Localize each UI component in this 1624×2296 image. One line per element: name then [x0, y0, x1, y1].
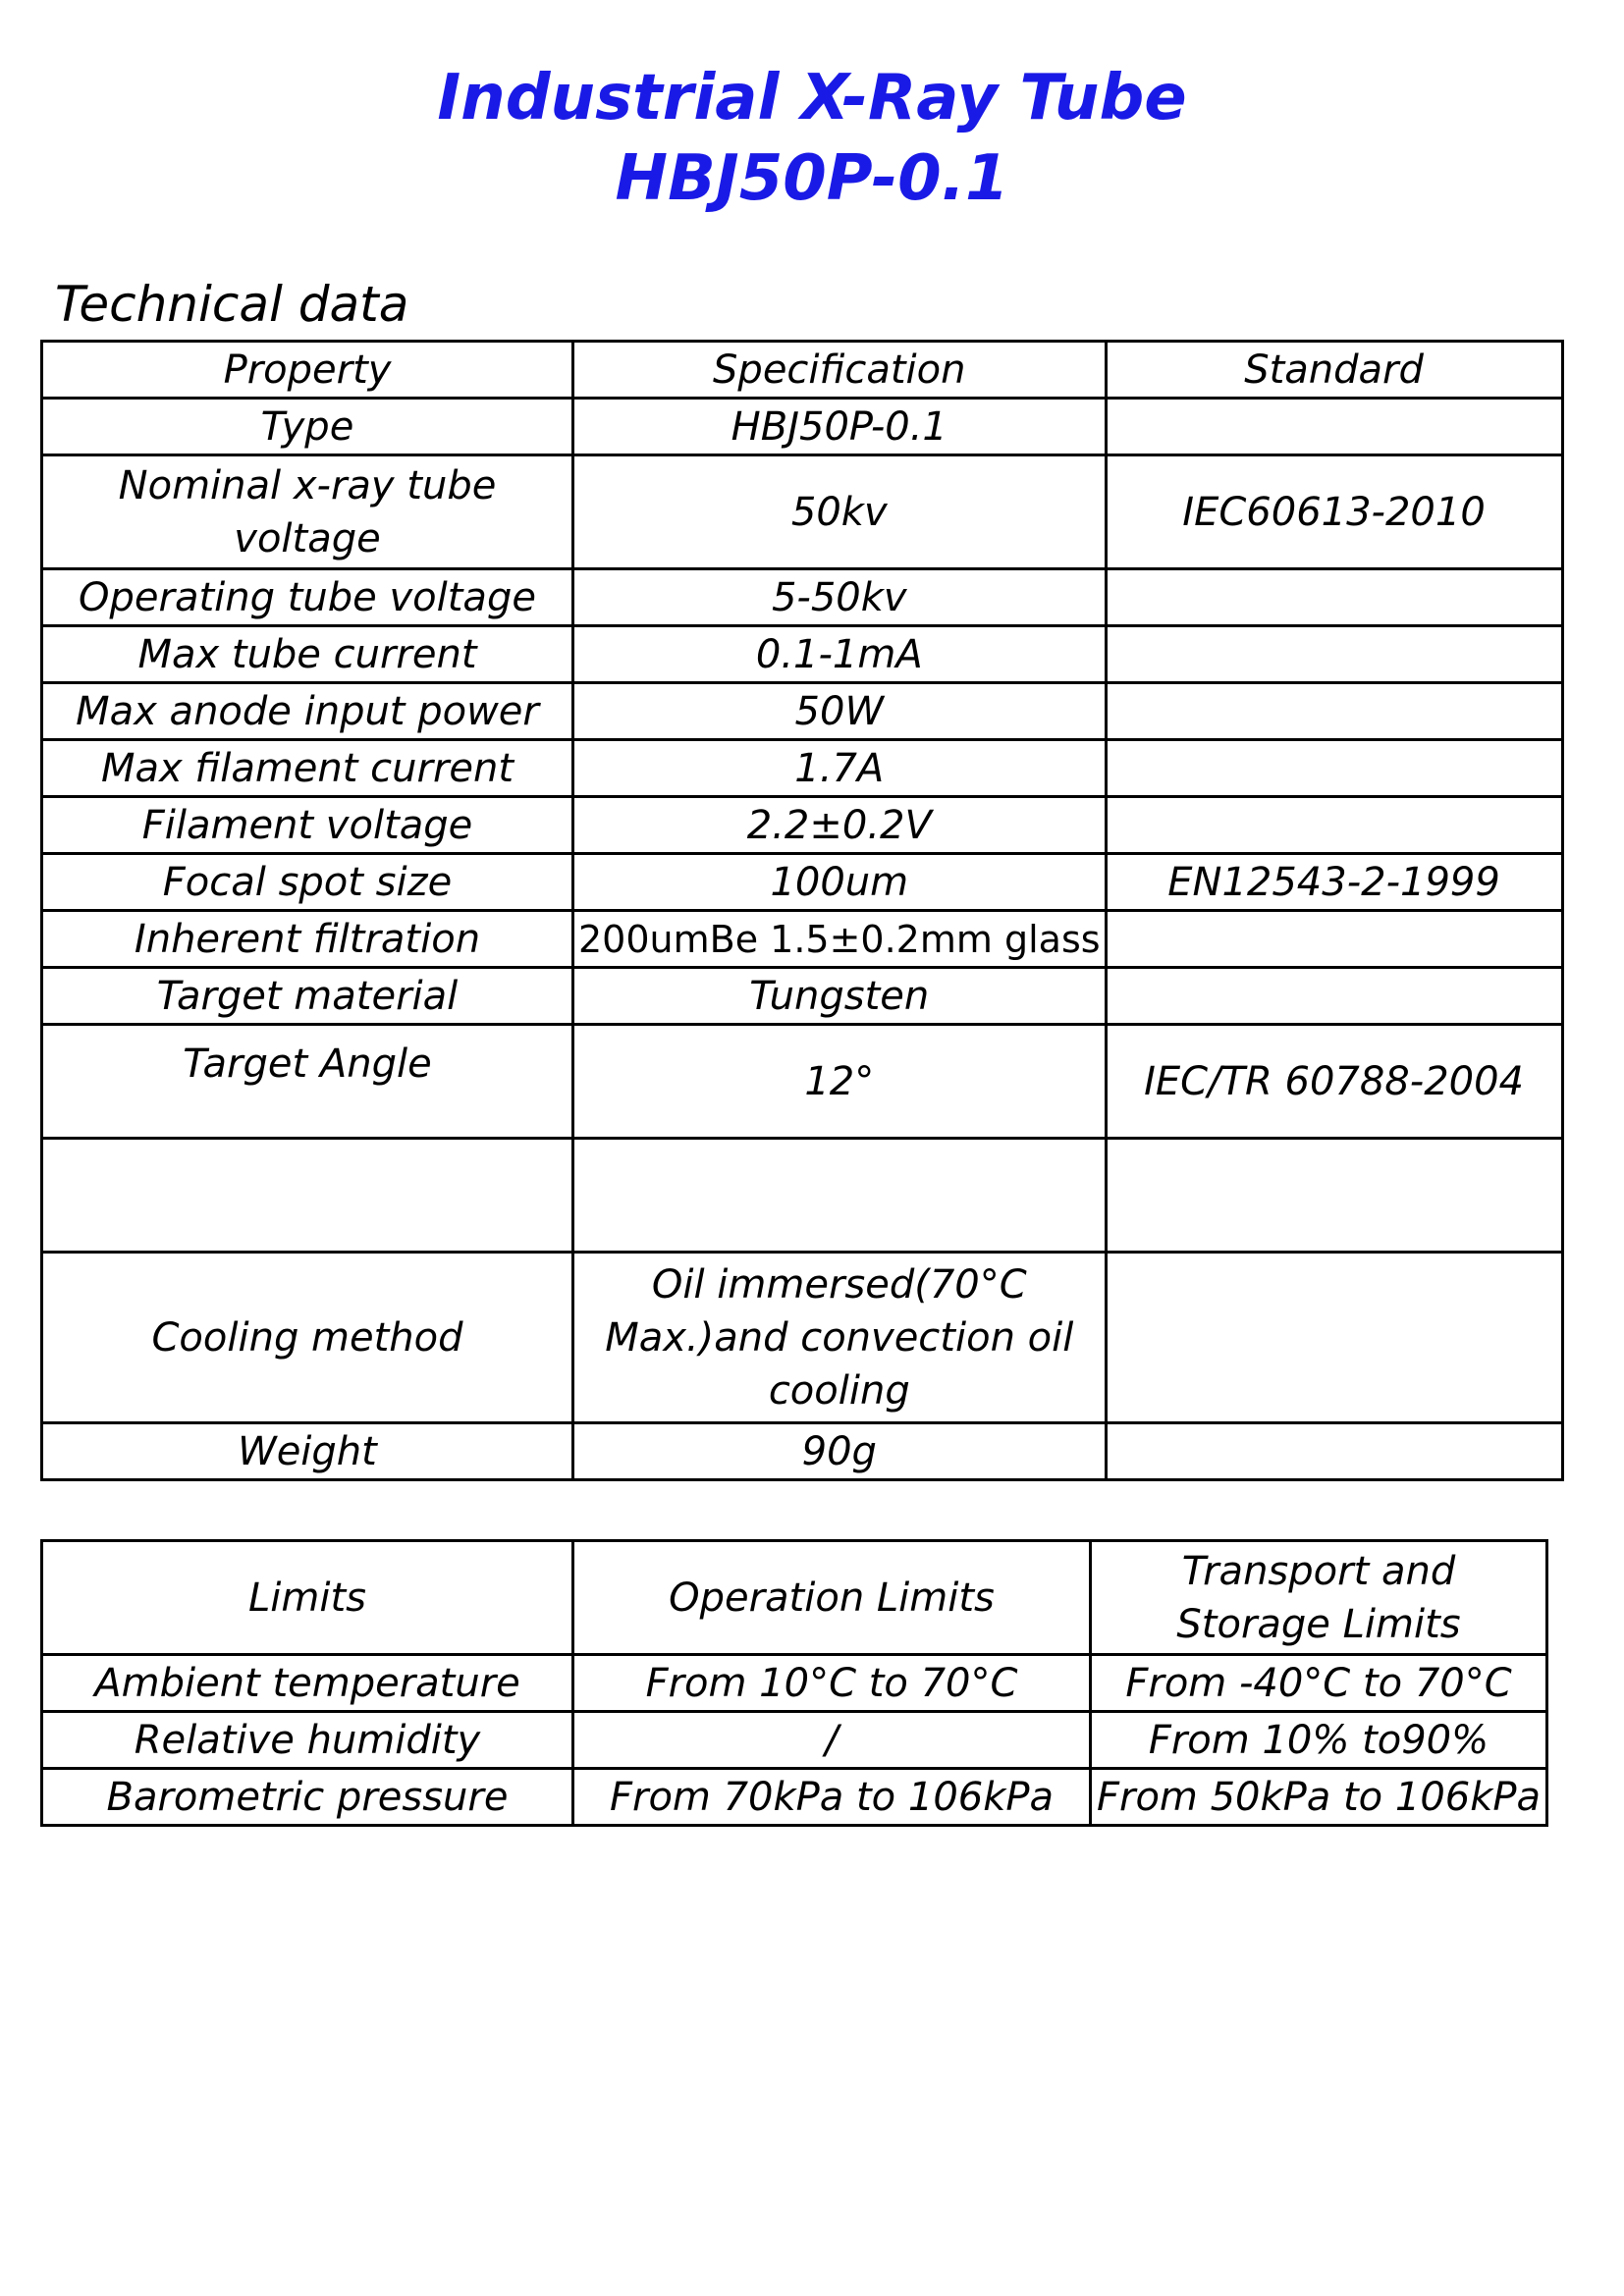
- property-cell: Target material: [42, 968, 573, 1025]
- header-operation-limits: Operation Limits: [573, 1541, 1091, 1655]
- document-title: Industrial X-Ray Tube: [437, 62, 1187, 134]
- table-row: [42, 455, 1563, 569]
- standard-cell: [1106, 1253, 1562, 1423]
- header-property: Property: [42, 342, 573, 399]
- table-row: [42, 797, 1563, 854]
- property-cell: Focal spot size: [42, 854, 573, 911]
- property-cell: Nominal x-ray tube voltage: [42, 455, 573, 569]
- specification-cell: HBJ50P-0.1: [573, 399, 1107, 455]
- property-cell: Cooling method: [42, 1253, 573, 1423]
- standard-cell: [1106, 626, 1562, 683]
- property-cell: Target Angle: [42, 1025, 573, 1139]
- section-title: Technical data: [55, 276, 409, 333]
- standard-cell: IEC60613-2010: [1106, 455, 1562, 569]
- standard-cell: [1106, 911, 1562, 968]
- property-cell: Weight: [42, 1423, 573, 1480]
- technical-data-table: [40, 340, 1564, 1481]
- table-header-row: [42, 342, 1563, 399]
- specification-cell: Tungsten: [573, 968, 1107, 1025]
- header-standard: Standard: [1106, 342, 1562, 399]
- property-cell: Filament voltage: [42, 797, 573, 854]
- table-row: [42, 399, 1563, 455]
- specification-cell: [573, 1139, 1107, 1253]
- table-row: [42, 1769, 1547, 1826]
- specification-cell: 100um: [573, 854, 1107, 911]
- specification-cell: 90g: [573, 1423, 1107, 1480]
- operation-limit-cell: From 70kPa to 106kPa: [573, 1769, 1091, 1826]
- standard-cell: [1106, 968, 1562, 1025]
- property-cell: [42, 1139, 573, 1253]
- table-header-row: [42, 1541, 1547, 1655]
- table-row: [42, 1712, 1547, 1769]
- standard-cell: [1106, 1423, 1562, 1480]
- standard-cell: [1106, 569, 1562, 626]
- standard-cell: EN12543-2-1999: [1106, 854, 1562, 911]
- property-cell: Operating tube voltage: [42, 569, 573, 626]
- standard-cell: [1106, 797, 1562, 854]
- header-transport-storage-limits: Transport and Storage Limits: [1091, 1541, 1547, 1655]
- header-limits: Limits: [42, 1541, 573, 1655]
- standard-cell: [1106, 683, 1562, 740]
- table-row: [42, 626, 1563, 683]
- standard-cell: [1106, 740, 1562, 797]
- table-row: [42, 1253, 1563, 1423]
- property-cell: Max tube current: [42, 626, 573, 683]
- table-row: [42, 683, 1563, 740]
- operation-limit-cell: /: [573, 1712, 1091, 1769]
- operation-limit-cell: From 10°C to 70°C: [573, 1655, 1091, 1712]
- storage-limit-cell: From 50kPa to 106kPa: [1091, 1769, 1547, 1826]
- specification-cell: 0.1-1mA: [573, 626, 1107, 683]
- property-cell: Inherent filtration: [42, 911, 573, 968]
- header-specification: Specification: [573, 342, 1107, 399]
- limit-name-cell: Relative humidity: [42, 1712, 573, 1769]
- table-row: [42, 1655, 1547, 1712]
- standard-cell: [1106, 399, 1562, 455]
- model-title: HBJ50P-0.1: [615, 142, 1009, 215]
- specification-cell: 1.7A: [573, 740, 1107, 797]
- storage-limit-cell: From 10% to90%: [1091, 1712, 1547, 1769]
- table-row: [42, 1139, 1563, 1253]
- table-row: [42, 569, 1563, 626]
- limit-name-cell: Barometric pressure: [42, 1769, 573, 1826]
- table-row: [42, 854, 1563, 911]
- table-row: [42, 968, 1563, 1025]
- table-row: [42, 1025, 1563, 1139]
- limit-name-cell: Ambient temperature: [42, 1655, 573, 1712]
- property-cell: Type: [42, 399, 573, 455]
- table-row: [42, 740, 1563, 797]
- specification-cell: Oil immersed(70°C Max.)and convection oil cooling: [573, 1253, 1107, 1423]
- specification-cell: 50kv: [573, 455, 1107, 569]
- specification-cell: 200umBe 1.5±0.2mm glass: [573, 911, 1107, 968]
- standard-cell: [1106, 1139, 1562, 1253]
- specification-cell: 12°: [573, 1025, 1107, 1139]
- specification-cell: 2.2±0.2V: [573, 797, 1107, 854]
- specification-cell: 50W: [573, 683, 1107, 740]
- table-row: [42, 911, 1563, 968]
- table-row: [42, 1423, 1563, 1480]
- specification-cell: 5-50kv: [573, 569, 1107, 626]
- storage-limit-cell: From -40°C to 70°C: [1091, 1655, 1547, 1712]
- property-cell: Max filament current: [42, 740, 573, 797]
- standard-cell: IEC/TR 60788-2004: [1106, 1025, 1562, 1139]
- limits-table: [40, 1539, 1548, 1827]
- property-cell: Max anode input power: [42, 683, 573, 740]
